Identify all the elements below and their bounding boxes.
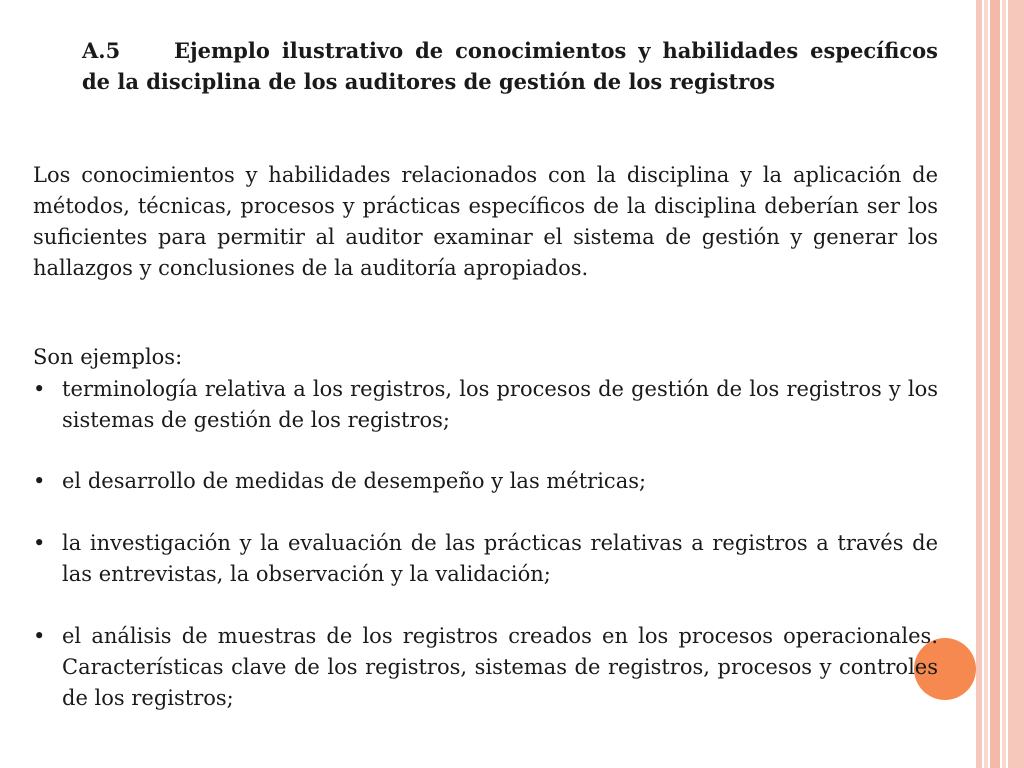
bullet-item [33, 374, 938, 436]
decor-stripe-3 [990, 0, 1000, 768]
bullet-marker: • [33, 531, 46, 555]
heading-number: A.5 [82, 38, 121, 63]
examples-lead: Son ejemplos: [33, 345, 183, 369]
bullet-marker: • [33, 624, 46, 648]
decor-stripe-1 [976, 0, 982, 768]
heading-text: Ejemplo ilustrativo de conocimientos y habilidades específicos de la disciplina de los auditores de gestión de los registros [82, 38, 938, 94]
decor-stripe-4 [1002, 0, 1006, 768]
bullet-marker: • [33, 469, 46, 493]
slide-heading [82, 35, 938, 97]
decor-stripe-2 [984, 0, 988, 768]
intro-paragraph: Los conocimientos y habilidades relacionados con la disciplina y la aplicación de métodos, técnicas, procesos y prácticas específicos de la disciplina deberían ser los suficientes para permitir al auditor examinar el sistema de gestión y generar los hallazgos y conclusiones de la auditoría apropiados. [33, 163, 938, 280]
bullet-marker: • [33, 377, 46, 401]
bullet-item [33, 466, 938, 497]
bullet-text: terminología relativa a los registros, los procesos de gestión de los registros y los sistemas de gestión de los registros; [62, 377, 938, 432]
decor-stripe-5 [1008, 0, 1024, 768]
bullet-text: el análisis de muestras de los registros creados en los procesos operacionales. Características clave de los registros, sistemas de registros, procesos y controles de los registros; [62, 624, 938, 710]
bullet-text: el desarrollo de medidas de desempeño y las métricas; [62, 469, 647, 493]
bullet-item [33, 528, 938, 590]
bullet-text: la investigación y la evaluación de las prácticas relativas a registros a través de las entrevistas, la observación y la validación; [62, 531, 938, 586]
bullet-item [33, 621, 938, 714]
